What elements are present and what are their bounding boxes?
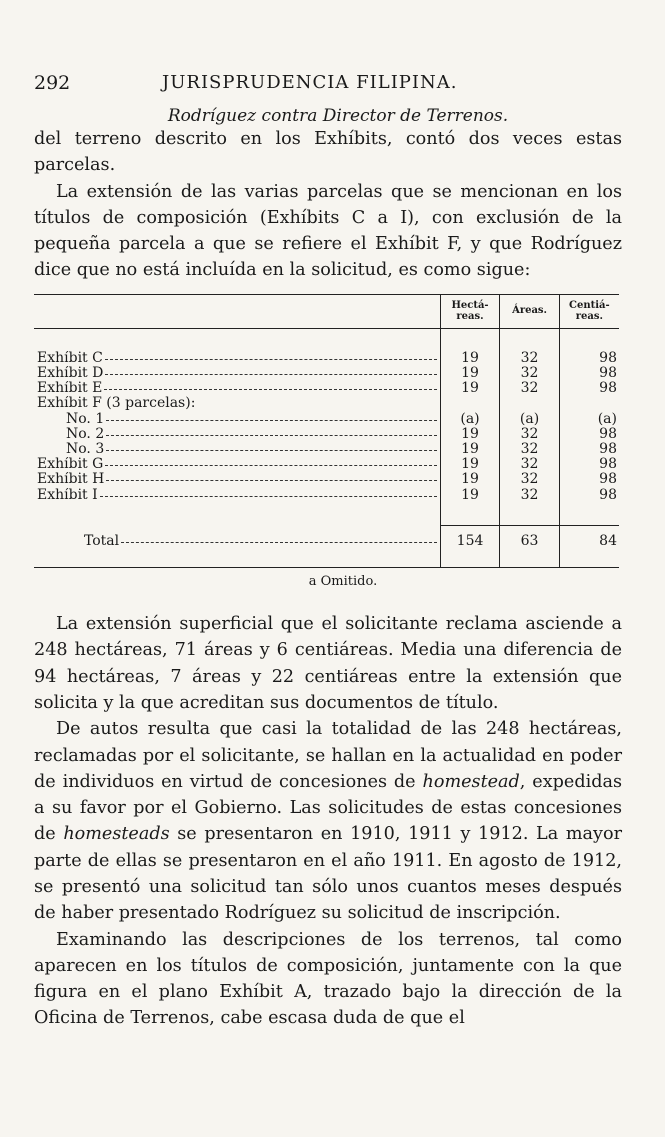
row-label: No. 3 <box>66 442 105 457</box>
running-title: JURISPRUDENCIA FILIPINA. <box>162 72 458 93</box>
row-centiareas: 98 <box>559 381 619 396</box>
areas-header: Áreas. <box>500 294 559 328</box>
row-label: Exhíbit I <box>37 487 98 503</box>
total-label: Total <box>84 532 120 549</box>
row-areas: 32 <box>500 472 559 487</box>
total-row <box>34 525 619 567</box>
row-areas: 32 <box>500 457 559 472</box>
row-areas: 32 <box>500 488 559 503</box>
book-page <box>34 60 622 1032</box>
row-areas <box>500 396 559 411</box>
row-hectareas: 19 <box>440 427 500 442</box>
row-hectareas: (a) <box>440 412 500 427</box>
row-label: Exhíbit G <box>37 457 104 473</box>
table-row <box>34 442 619 457</box>
row-label: Exhíbit C <box>37 350 103 366</box>
total-hectareas: 154 <box>440 525 500 567</box>
row-hectareas: 19 <box>440 381 500 396</box>
row-areas: 32 <box>500 366 559 381</box>
row-hectareas: 19 <box>440 472 500 487</box>
paragraph-2: La extensión de las varias parcelas que se mencionan en los títulos de composición (Exhíbits C a I), con exclusión de la pequeña parcela a que se refiere el Exhíbit F, y que Rodríguez dice que no está incluída en la solicitud, es como sigue: <box>34 181 622 281</box>
parcel-table <box>34 294 619 568</box>
table-row <box>34 412 619 427</box>
table-row <box>34 472 619 487</box>
row-areas: 32 <box>500 427 559 442</box>
total-areas: 63 <box>500 525 559 567</box>
row-centiareas: (a) <box>559 412 619 427</box>
row-centiareas: 98 <box>559 366 619 381</box>
table-row <box>34 488 619 503</box>
row-centiareas: 98 <box>559 351 619 366</box>
centiareas-header: Centiá- reas. <box>559 294 619 328</box>
row-label: Exhíbit E <box>37 381 103 397</box>
paragraph-1: del terreno descrito en los Exhíbits, contó dos veces estas parcelas. <box>34 129 622 176</box>
row-centiareas: 98 <box>559 427 619 442</box>
row-label: No. 2 <box>66 426 105 442</box>
row-hectareas: 19 <box>440 366 500 381</box>
row-label: Exhíbit H <box>37 472 105 488</box>
row-hectareas: 19 <box>440 457 500 472</box>
row-hectareas: 19 <box>440 351 500 366</box>
row-hectareas <box>440 396 500 411</box>
row-label: Exhíbit D <box>37 365 104 381</box>
total-centiareas: 84 <box>559 525 619 567</box>
label-header <box>34 294 440 328</box>
table-row <box>34 351 619 366</box>
table-row <box>34 457 619 472</box>
row-areas: 32 <box>500 442 559 457</box>
row-areas: 32 <box>500 351 559 366</box>
paragraph-3: La extensión superficial que el solicitante reclama asciende a 248 hectáreas, 71 áreas y 6 centiáreas. Media una diferencia de 94 hectáreas, 7 áreas y 22 centiáreas entre la extensión que solicita y la que acreditan sus documentos de título. <box>34 614 622 713</box>
row-hectareas: 19 <box>440 442 500 457</box>
hectareas-header: Hectá- reas. <box>440 294 500 328</box>
page-number: 292 <box>34 72 71 94</box>
paragraph-5: Examinando las descripciones de los terrenos, tal como aparecen en los títulos de composición, juntamente con la que figura en el plano Exhíbit A, trazado bajo la dirección de la Oficina de Terrenos, cabe escasa duda de que el <box>34 929 622 1029</box>
table-row <box>34 396 619 411</box>
row-centiareas: 98 <box>559 442 619 457</box>
row-centiareas: 98 <box>559 472 619 487</box>
row-centiareas <box>559 396 619 411</box>
table-row <box>34 427 619 442</box>
row-areas: 32 <box>500 381 559 396</box>
case-subtitle: Rodríguez contra Director de Terrenos. <box>167 106 509 126</box>
row-centiareas: 98 <box>559 488 619 503</box>
table-row <box>34 381 619 396</box>
row-centiareas: 98 <box>559 457 619 472</box>
page-header <box>34 60 622 96</box>
table-footnote: a Omitido. <box>308 574 378 590</box>
row-label: Exhíbit F (3 parcelas): <box>37 396 196 412</box>
row-label: No. 1 <box>66 411 105 427</box>
paragraph-4: De autos resulta que casi la totalidad de las 248 hectáreas, reclamadas por el solicitante, se hallan en la actualidad en poder de individuos en virtud de concesiones de homestead, expedidas a su favor por el Gobierno. Las solicitudes de estas concesiones de homesteads se presentaron en 1910, 1911 y 1912. La mayor parte de ellas se presentaron en el año 1911. En agosto de 1912, se presentó una solicitud tan sólo unos cuantos meses después de haber presentado Rodríguez su solicitud de inscripción. <box>34 719 622 924</box>
table-row <box>34 366 619 381</box>
row-hectareas: 19 <box>440 488 500 503</box>
row-areas: (a) <box>500 412 559 427</box>
